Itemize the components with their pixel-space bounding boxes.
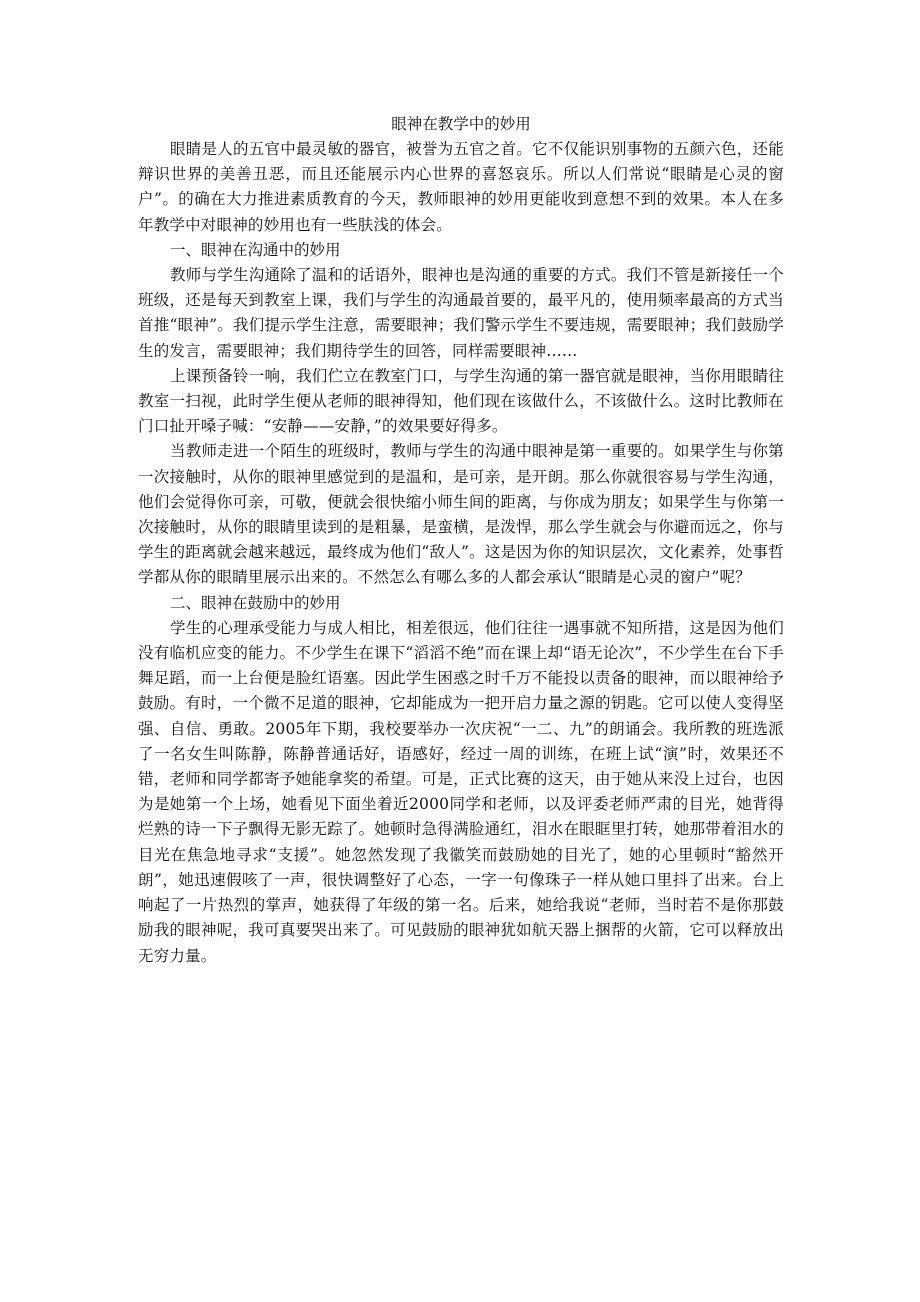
section-1-paragraph: 当教师走进一个陌生的班级时，教师与学生的沟通中眼神是第一重要的。如果学生与你第一次接触时，从你的眼神里感觉到的是温和，是可亲，是开朗。那么你就很容易与学生沟通，他们会觉得你可亲，可敬，便就会很快缩小师生间的距离，与你成为朋友；如果学生与你第一次接触时，从你的眼睛里读到的是粗暴，是蛮横，是泼悍，那么学生就会与你避而远之，你与学生的距离就会越来越远，最终成为他们“敌人”。这是因为你的知识层次，文化素养，处事哲学都从你的眼睛里展示出来的。不然怎么有哪么多的人都会承认“眼睛是心灵的窗户”呢？ [138,442,784,587]
section-1-paragraph: 教师与学生沟通除了温和的话语外，眼神也是沟通的重要的方式。我们不管是新接任一个班级，还是每天到教室上课，我们与学生的沟通最首要的，最平凡的，使用频率最高的方式当首推“眼神”。我们提示学生注意，需要眼神；我们警示学生不要违规，需要眼神；我们鼓励学生的发言，需要眼神；我们期待学生的回答，同样需要眼神…… [138,266,784,360]
document-page [138,112,784,969]
section-1-heading: 一、眼神在沟通中的妙用 [170,240,341,259]
section-2-heading: 二、眼神在鼓励中的妙用 [170,593,341,612]
document-title: 眼神在教学中的妙用 [391,115,531,133]
intro-paragraph: 眼睛是人的五官中最灵敏的器官，被誉为五官之首。它不仅能识别事物的五颜六色，还能辩识世界的美善丑恶，而且还能展示内心世界的喜怒哀乐。所以人们常说“眼睛是心灵的窗户”。的确在大力推进素质教育的今天，教师眼神的妙用更能收到意想不到的效果。本人在多年教学中对眼神的妙用也有一些肤浅的体会。 [138,140,784,234]
section-1-paragraph: 上课预备铃一响，我们伫立在教室门口，与学生沟通的第一器官就是眼神，当你用眼睛往教室一扫视，此时学生便从老师的眼神得知，他们现在该做什么，不该做什么。这时比教师在门口扯开嗓子喊：“安静——安静，”的效果要好得多。 [138,366,784,436]
section-2-paragraph: 学生的心理承受能力与成人相比，相差很远，他们往往一遇事就不知所措，这是因为他们没有临机应变的能力。不少学生在课下“滔滔不绝”而在课上却“语无论次”，不少学生在台下手舞足蹈，而一上台便是脸红语塞。因此学生困惑之时千万不能投以责备的眼神，而以眼神给予鼓励。有时，一个微不足道的眼神，它却能成为一把开启力量之源的钥匙。它可以使人变得坚强、自信、勇敢。2005年下期，我校要举办一次庆祝“一二、九”的朗诵会。我所教的班选派了一名女生叫陈静，陈静普通话好，语感好，经过一周的训练，在班上试“演”时，效果还不错，老师和同学都寄予她能拿奖的希望。可是，正式比赛的这天，由于她从来没上过台，也因为是她第一个上场，她看见下面坐着近2000同学和老师，以及评委老师严肃的目光，她背得烂熟的诗一下子飘得无影无踪了。她顿时急得满脸通红，泪水在眼眶里打转，她那带着泪水的目光在焦急地寻求“支援”。她忽然发现了我徽笑而鼓励她的目光了，她的心里顿时“豁然开朗”，她迅速假咳了一声，很快调整好了心态，一字一句像珠子一样从她口里抖了出来。台上响起了一片热烈的掌声，她获得了年级的第一名。后来，她给我说“老师，当时若不是你那鼓励我的眼神呢，我可真要哭出来了。可见鼓励的眼神犹如航天器上捆帮的火箭，它可以释放出无穷力量。 [138,618,784,965]
